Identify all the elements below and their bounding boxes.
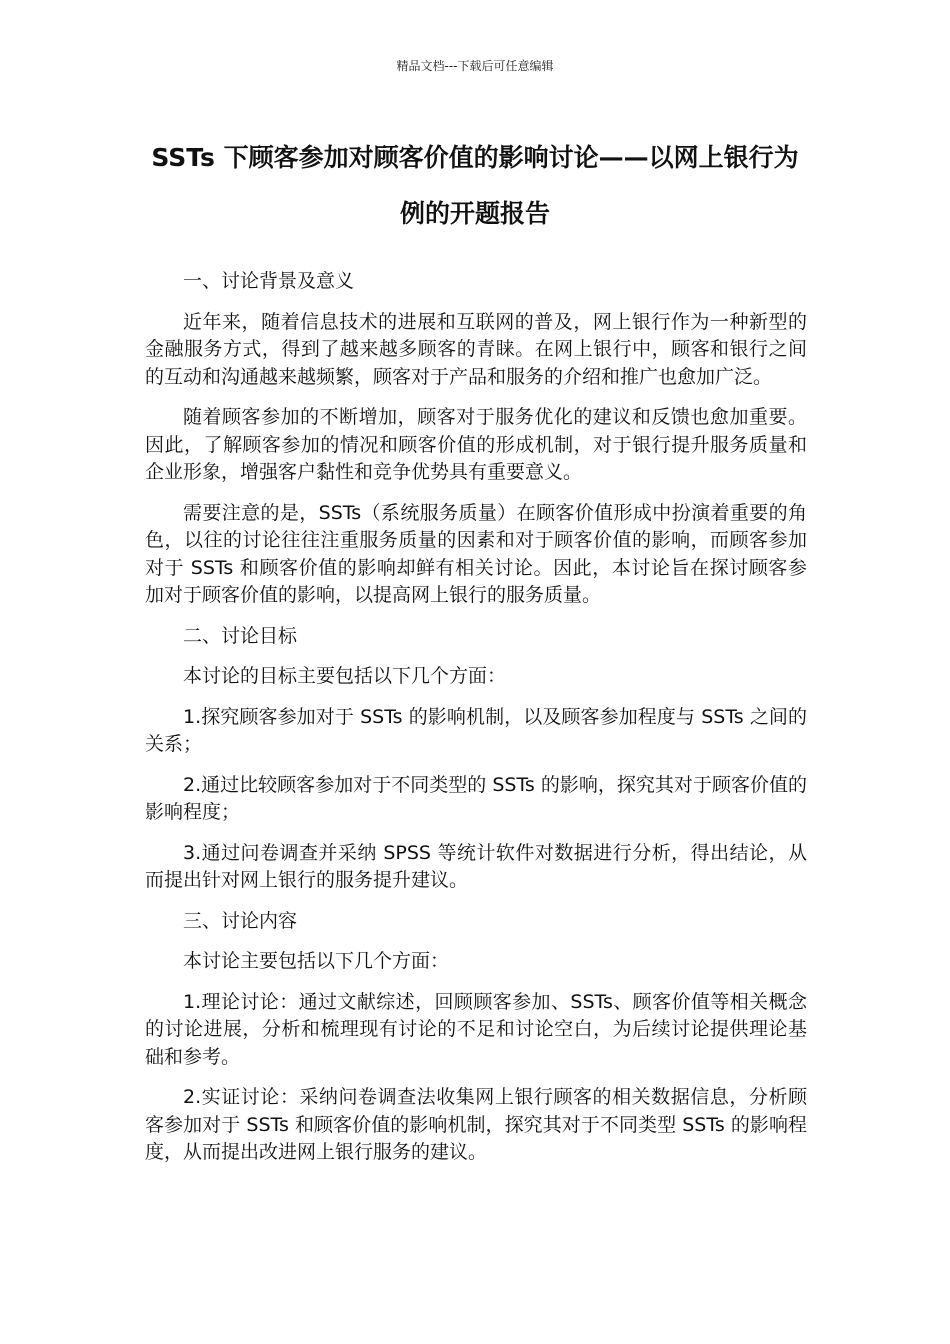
list-item: 2.通过比较顾客参加对于不同类型的 SSTs 的影响，探究其对于顾客价值的影响程度；	[145, 773, 807, 823]
paragraph: 本讨论的目标主要包括以下几个方面：	[183, 665, 507, 687]
list-item: 3.通过问卷调查并采纳 SPSS 等统计软件对数据进行分析，得出结论，从而提出针对网上银行的服务提升建议。	[145, 841, 807, 891]
document-body	[145, 268, 807, 1180]
paragraph: 随着顾客参加的不断增加，顾客对于服务优化的建议和反馈也愈加重要。因此，了解顾客参加的情况和顾客价值的形成机制，对于银行提升服务质量和企业形象，增强客户黏性和竞争优势具有重要意义。	[145, 406, 807, 483]
section-heading-objectives: 二、讨论目标	[183, 624, 298, 647]
section-heading-background: 一、讨论背景及意义	[183, 270, 355, 292]
document-title: SSTs 下顾客参加对顾客价值的影响讨论——以网上银行为例的开题报告	[151, 143, 799, 228]
header-note: 精品文档---下载后可任意编辑	[396, 59, 554, 73]
section-heading-content: 三、讨论内容	[183, 909, 298, 932]
list-item: 1.理论讨论：通过文献综述，回顾顾客参加、SSTs、顾客价值等相关概念的讨论进展，分析和梳理现有讨论的不足和讨论空白，为后续讨论提供理论基础和参考。	[145, 990, 807, 1068]
paragraph: 需要注意的是，SSTs（系统服务质量）在顾客价值形成中扮演着重要的角色，以往的讨论往往注重服务质量的因素和对于顾客价值的影响，而顾客参加对于 SSTs 和顾客价值的影响却鲜有相关讨论。因此，本讨论旨在探讨顾客参加对于顾客价值的影响，以提高网上银行的服务质量。	[145, 501, 807, 606]
list-item: 1.探究顾客参加对于 SSTs 的影响机制，以及顾客参加程度与 SSTs 之间的关系；	[145, 705, 807, 755]
paragraph: 近年来，随着信息技术的进展和互联网的普及，网上银行作为一种新型的金融服务方式，得到了越来越多顾客的青睐。在网上银行中，顾客和银行之间的互动和沟通越来越频繁，顾客对于产品和服务的介绍和推广也愈加广泛。	[145, 310, 807, 388]
paragraph: 本讨论主要包括以下几个方面：	[183, 950, 450, 972]
list-item: 2.实证讨论：采纳问卷调查法收集网上银行顾客的相关数据信息，分析顾客参加对于 SSTs 和顾客价值的影响机制，探究其对于不同类型 SSTs 的影响程度，从而提出改进网上银行服务的建议。	[145, 1086, 807, 1163]
